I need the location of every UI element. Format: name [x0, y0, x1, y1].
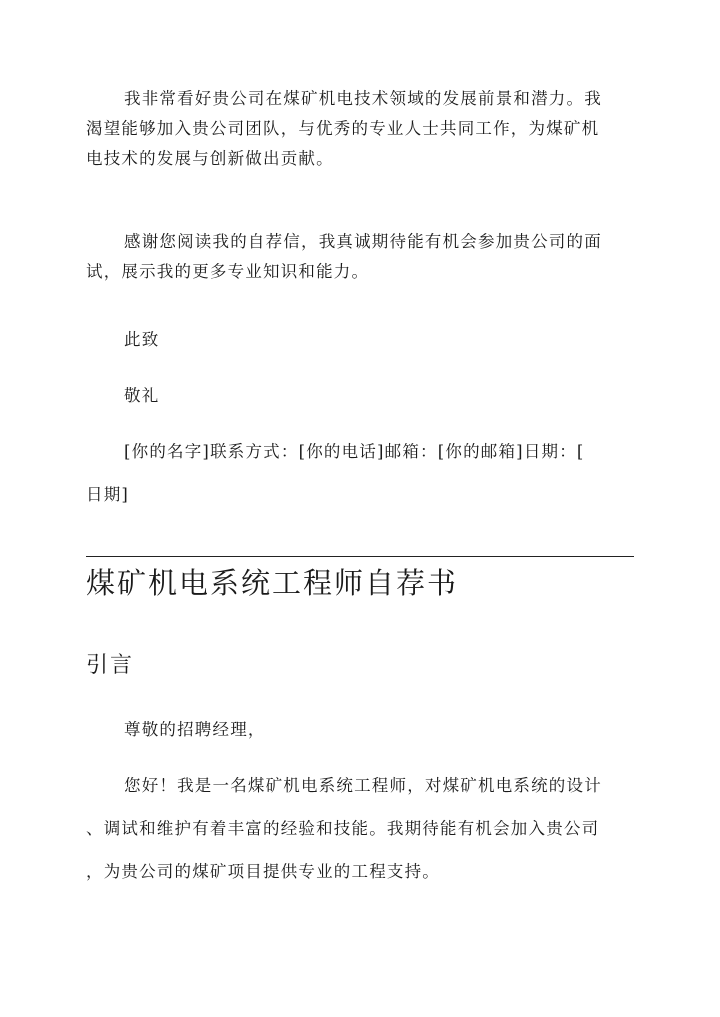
paragraph-outlook	[86, 84, 634, 174]
paragraph-intro	[86, 771, 634, 887]
text-line: 敬礼	[124, 386, 160, 405]
text-line: 渴望能够加入贵公司团队，与优秀的专业人士共同工作，为煤矿机	[86, 119, 600, 138]
text-line: 尊敬的招聘经理，	[124, 720, 266, 739]
text-line: [你的名字]联系方式：[你的电话]邮箱：[你的邮箱]日期：[	[124, 442, 585, 461]
contact-info	[86, 437, 634, 510]
closing-jingli	[86, 381, 634, 411]
salutation	[86, 715, 634, 745]
page-title: 煤矿机电系统工程师自荐书	[86, 566, 459, 600]
text-line: 电技术的发展与创新做出贡献。	[86, 149, 334, 168]
text-line: ，为贵公司的煤矿项目提供专业的工程支持。	[86, 862, 440, 881]
section-divider	[86, 556, 634, 557]
closing-cizhi	[86, 325, 634, 355]
text-line: 您好！我是一名煤矿机电系统工程师，对煤矿机电系统的设计	[124, 776, 602, 795]
section-heading: 引言	[86, 653, 135, 678]
text-line: 感谢您阅读我的自荐信，我真诚期待能有机会参加贵公司的面	[124, 232, 602, 251]
text-line: 此致	[124, 330, 160, 349]
text-line: 日期]	[86, 485, 130, 504]
text-line: 试，展示我的更多专业知识和能力。	[86, 262, 370, 281]
text-line: 、调试和维护有着丰富的经验和技能。我期待能有机会加入贵公司	[86, 819, 600, 838]
text-line: 我非常看好贵公司在煤矿机电技术领域的发展前景和潜力。我	[124, 89, 602, 108]
paragraph-thanks	[86, 227, 634, 287]
